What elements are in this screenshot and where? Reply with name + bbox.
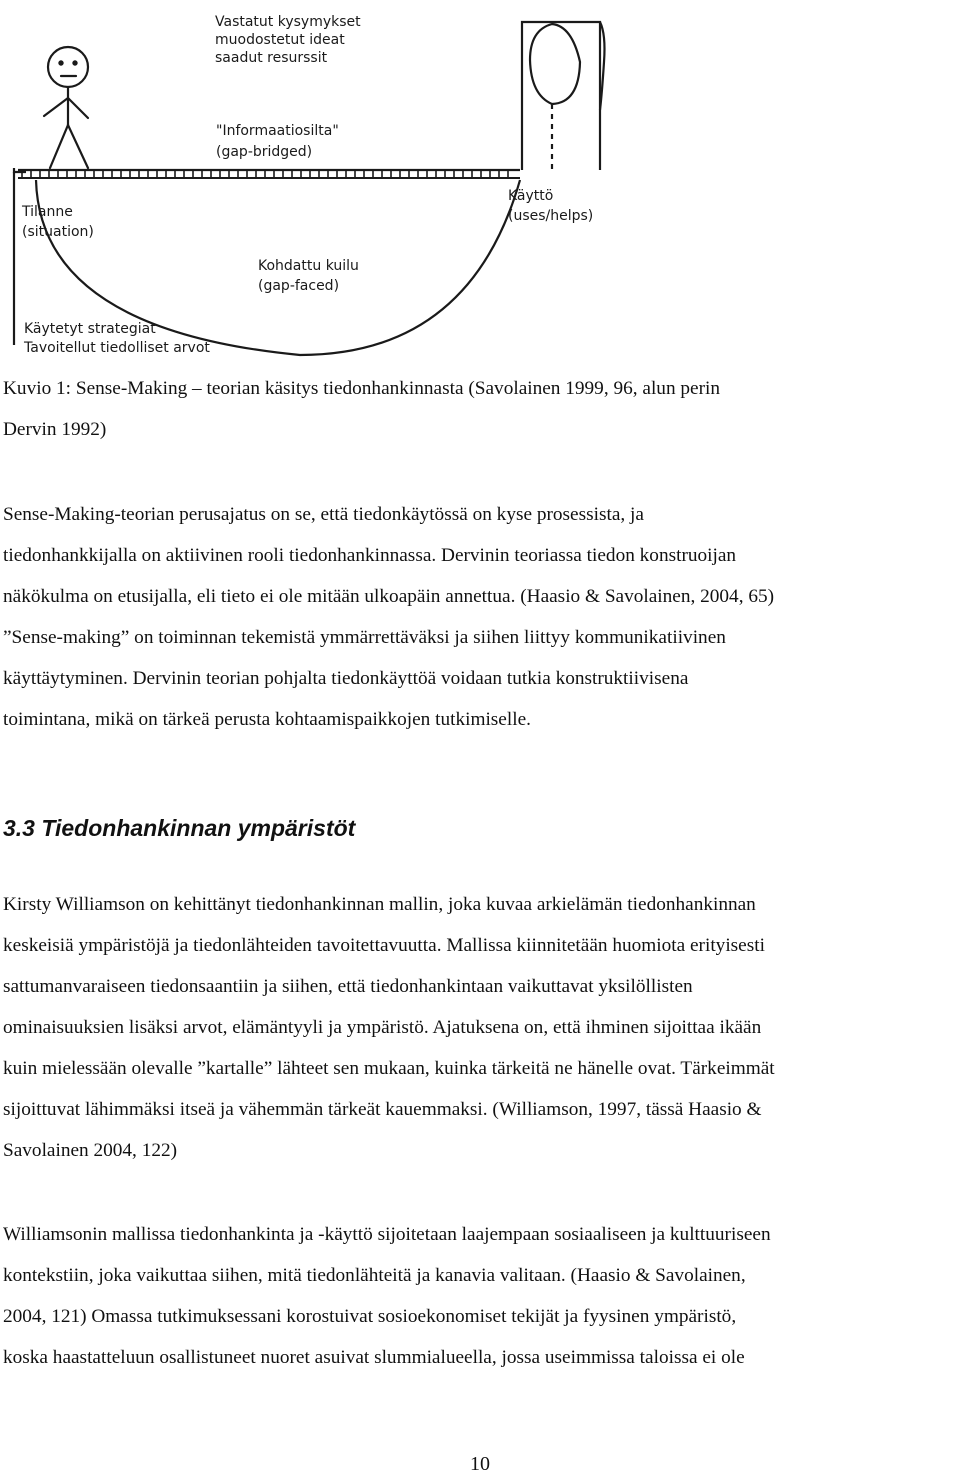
page-number: 10 xyxy=(470,1453,490,1475)
answers-label: Vastatut kysymykset muodostetut ideat saadut resurssit xyxy=(215,14,361,66)
strategies-label: Käytetyt strategiat Tavoitellut tiedolliset arvot xyxy=(24,321,210,356)
body-paragraph: Sense-Making-teorian perusajatus on se, että tiedonkäytössä on kyse prosessista, ja tiedonhankkijalla on aktiivinen rooli tiedonhankinnassa. Dervinin teoriassa tiedon konstruoijan näkökulma on etusijalla, eli tieto ei ole mitään ulkoapäin annettua. (Haasio & Savolainen, 2004, 65) ”Sense-making” on toiminnan tekemistä ymmärrettäväksi ja siihen liittyy kommunikatiivinen käyttäytyminen. Dervinin teorian pohjalta tiedonkäyttöä voidaan tutkia konstruktiivisena toimintana, mikä on tärkeä perusta kohtaamispaikkojen tutkimiselle. xyxy=(3,504,775,730)
information-bridge-illustration xyxy=(18,170,520,178)
use-label: Käyttö (uses/helps) xyxy=(508,188,594,224)
situation-label: Tilanne (situation) xyxy=(22,204,94,240)
section-heading: 3.3 Tiedonhankinnan ympäristöt xyxy=(3,815,356,841)
left-cliff-illustration xyxy=(14,168,26,345)
stick-figure-illustration xyxy=(44,47,88,168)
body-paragraph: Kirsty Williamson on kehittänyt tiedonhankinnan mallin, joka kuvaa arkielämän tiedonhankinnan keskeisiä ympäristöjä ja tiedonlähteiden tavoitettavuutta. Mallissa kiinnitetään huomiota erityisesti sattumanvaraiseen tiedonsaantiin ja siihen, että tiedonhankintaan vaikuttavat yksilöllisten ominaisuuksien lisäksi arvot, elämäntyyli ja ympäristö. Ajatuksena on, että ihminen sijoittaa ikään kuin mielessään olevalle ”kartalle” lähteet sen mukaan, kuinka tärkeitä ne hänelle ovat. Tärkeimmät sijoittuvat lähimmäksi itseä ja vähemmän tärkeät kauemmaksi. (Williamson, 1997, tässä Haasio & Savolainen 2004, 122) xyxy=(3,894,775,1161)
figure-caption: Kuvio 1: Sense-Making – teorian käsitys tiedonhankinnasta (Savolainen 1999, 96, alun perin Dervin 1992) xyxy=(3,378,721,440)
goal-flags-illustration xyxy=(522,22,605,170)
gap-faced-label: Kohdattu kuilu (gap-faced) xyxy=(258,258,359,294)
information-bridge-label: "Informaatiosilta" (gap-bridged) xyxy=(216,123,339,160)
body-paragraph: Williamsonin mallissa tiedonhankinta ja -käyttö sijoitetaan laajempaan sosiaaliseen ja kulttuuriseen kontekstiin, joka vaikuttaa siihen, mitä tiedonlähteitä ja kanavia valitaan. (Haasio & Savolainen, 2004, 121) Omassa tutkimuksessani korostuivat sosioekonomiset tekijät ja fyysinen ympäristö, koska haastatteluun osallistuneet nuoret asuivat slummialueella, jossa useimmissa taloissa ei ole xyxy=(3,1224,771,1368)
sense-making-figure xyxy=(0,0,960,370)
